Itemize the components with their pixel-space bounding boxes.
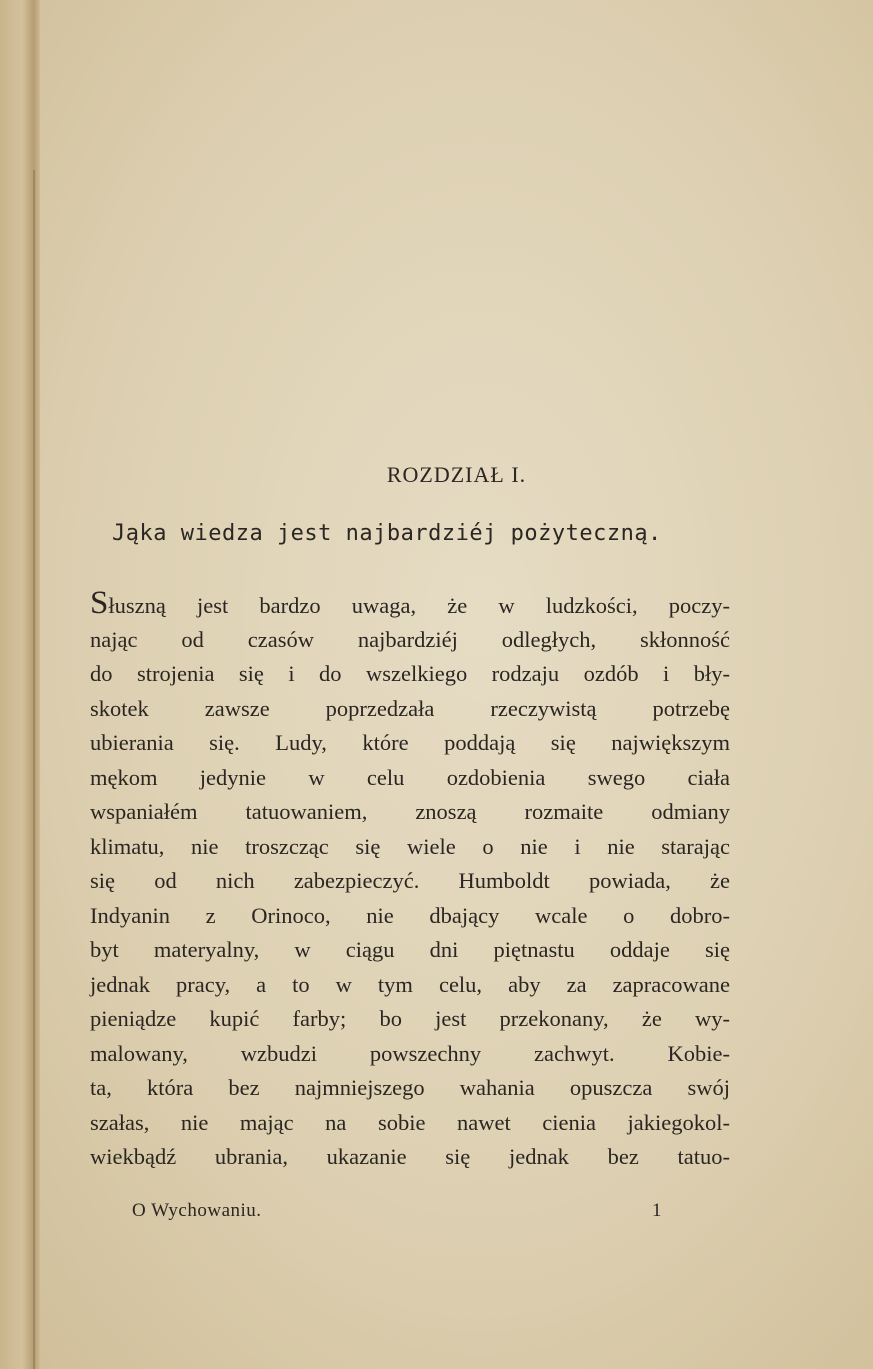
- text-line: byt materyalny, w ciągu dni piętnastu oddaje się: [90, 937, 730, 962]
- text-line: wspaniałém tatuowaniem, znoszą rozmaite odmiany: [90, 799, 730, 824]
- text-line-content: łuszną jest bardzo uwaga, że w ludzkości, poczy-: [108, 593, 730, 618]
- text-line: ubierania się. Ludy, które poddają się największym: [90, 730, 730, 755]
- text-line: Indyanin z Orinoco, nie dbający wcale o dobro-: [90, 902, 730, 928]
- text-line: ta, która bez najmniejszego wahania opuszcza swój: [90, 1075, 730, 1100]
- text-line: nając od czasów najbardziéj odległych, skłonność: [90, 626, 730, 652]
- text-line: szałas, nie mając na sobie nawet cienia jakiegokol-: [90, 1109, 730, 1135]
- text-line: wiekbądź ubrania, ukazanie się jednak bez tatuo-: [90, 1144, 730, 1169]
- chapter-title: Jąka wiedza jest najbardziéj pożyteczną.: [112, 521, 662, 546]
- footer-sheet-number: 1: [652, 1200, 662, 1221]
- text-line: [90, 585, 730, 623]
- drop-cap: S: [90, 585, 109, 621]
- chapter-heading: ROZDZIAŁ I.: [386, 462, 527, 487]
- text-line: mękom jedynie w celu ozdobienia swego ciała: [90, 764, 730, 790]
- gutter-fold-line: [33, 170, 35, 1369]
- body-text: [90, 585, 730, 1175]
- text-line: pieniądze kupić farby; bo jest przekonany, że wy-: [90, 1006, 730, 1031]
- footer-signature: O Wychowaniu.: [132, 1200, 262, 1221]
- text-line: malowany, wzbudzi powszechny zachwyt. Kobie-: [90, 1040, 730, 1066]
- text-line: jednak pracy, a to w tym celu, aby za zapracowane: [90, 971, 730, 997]
- text-line: się od nich zabezpieczyć. Humboldt powiada, że: [90, 868, 730, 893]
- text-line: klimatu, nie troszcząc się wiele o nie i nie starając: [90, 833, 730, 859]
- text-line: skotek zawsze poprzedzała rzeczywistą potrzebę: [90, 695, 730, 721]
- text-line: do strojenia się i do wszelkiego rodzaju ozdób i bły-: [90, 661, 730, 686]
